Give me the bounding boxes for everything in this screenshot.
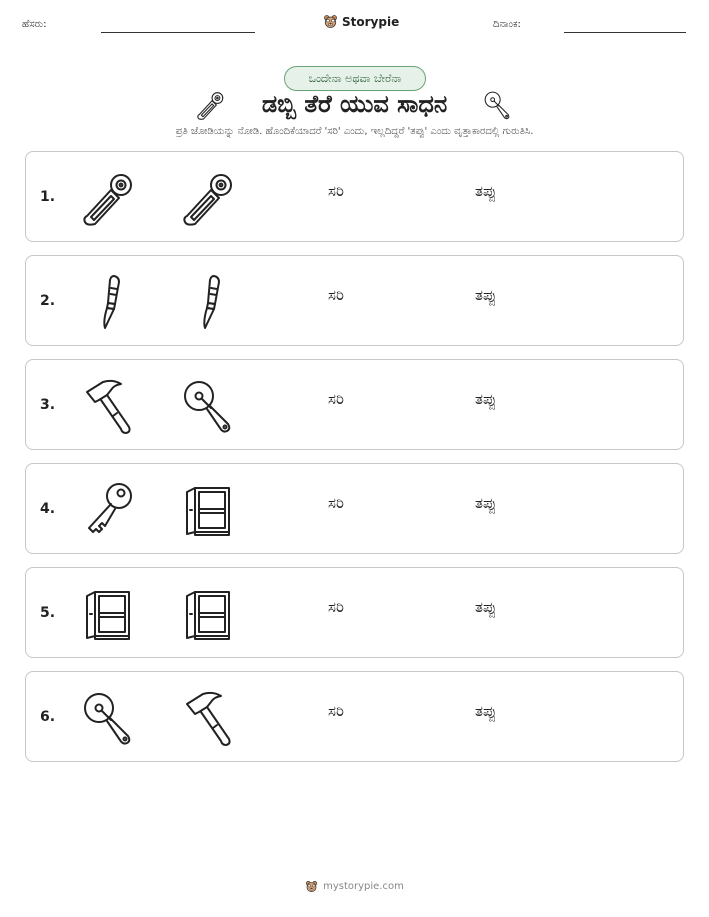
question-number: 5.: [40, 605, 56, 621]
option-wrong[interactable]: ತಪ್ಪು: [475, 182, 497, 200]
key-icon: [81, 482, 137, 538]
craft-knife-icon: [181, 274, 237, 330]
footer-url: mystorypie.com: [323, 881, 404, 892]
name-label: ಹೆಸರು:: [22, 19, 47, 30]
can-opener-icon: [181, 170, 237, 226]
title-row: [0, 88, 709, 124]
storypie-bear-icon: [323, 14, 338, 29]
date-label: ದಿನಾಂಕ:: [493, 19, 521, 30]
question-number: 3.: [40, 397, 56, 413]
question-row: [25, 255, 684, 346]
worksheet-header: [0, 14, 709, 38]
question-number: 2.: [40, 293, 56, 309]
pizza-cutter-icon: [181, 378, 237, 434]
option-wrong[interactable]: ತಪ್ಪು: [475, 702, 497, 720]
craft-knife-icon: [81, 274, 137, 330]
pizza-cutter-icon: [81, 690, 137, 746]
instructions: ಪ್ರತಿ ಜೋಡಿಯನ್ನು ನೋಡಿ. ಹೊಂದಿಕೆಯಾದರೆ 'ಸರಿ' ಎಂದು, ಇಲ್ಲದಿದ್ದರೆ 'ತಪ್ಪು' ಎಂದು ವೃತ್ತಾಕಾರದಲ್ಲಿ ಗುರುತಿಸಿ.: [175, 126, 534, 137]
cabinet-icon: [181, 586, 237, 642]
worksheet-type-badge: ಒಂದೇನಾ ಅಥವಾ ಬೇರೆನಾ: [284, 66, 426, 91]
option-correct[interactable]: ಸರಿ: [328, 182, 344, 200]
question-row: [25, 359, 684, 450]
question-number: 4.: [40, 501, 56, 517]
brand-name: Storypie: [342, 14, 400, 29]
date-line: [564, 32, 686, 33]
question-number: 6.: [40, 709, 56, 725]
option-wrong[interactable]: ತಪ್ಪು: [475, 494, 497, 512]
option-wrong[interactable]: ತಪ್ಪು: [475, 286, 497, 304]
question-row: [25, 567, 684, 658]
question-number: 1.: [40, 189, 56, 205]
option-correct[interactable]: ಸರಿ: [328, 702, 344, 720]
page-title: ಡಬ್ಬಿ ತೆರೆ ಯುವ ಸಾಧನ: [261, 90, 448, 118]
option-correct[interactable]: ಸರಿ: [328, 390, 344, 408]
can-opener-icon: [81, 170, 137, 226]
option-correct[interactable]: ಸರಿ: [328, 286, 344, 304]
storypie-bear-icon: [305, 880, 318, 893]
hammer-icon: [181, 690, 237, 746]
cabinet-icon: [181, 482, 237, 538]
footer: [0, 880, 709, 893]
brand-logo: [323, 14, 399, 29]
option-wrong[interactable]: ತಪ್ಪು: [475, 390, 497, 408]
question-row: [25, 463, 684, 554]
cabinet-icon: [81, 586, 137, 642]
hammer-icon: [81, 378, 137, 434]
question-row: [25, 151, 684, 242]
question-row: [25, 671, 684, 762]
name-line: [101, 32, 255, 33]
option-correct[interactable]: ಸರಿ: [328, 598, 344, 616]
option-correct[interactable]: ಸರಿ: [328, 494, 344, 512]
pizza-cutter-icon: [483, 90, 513, 120]
option-wrong[interactable]: ತಪ್ಪು: [475, 598, 497, 616]
